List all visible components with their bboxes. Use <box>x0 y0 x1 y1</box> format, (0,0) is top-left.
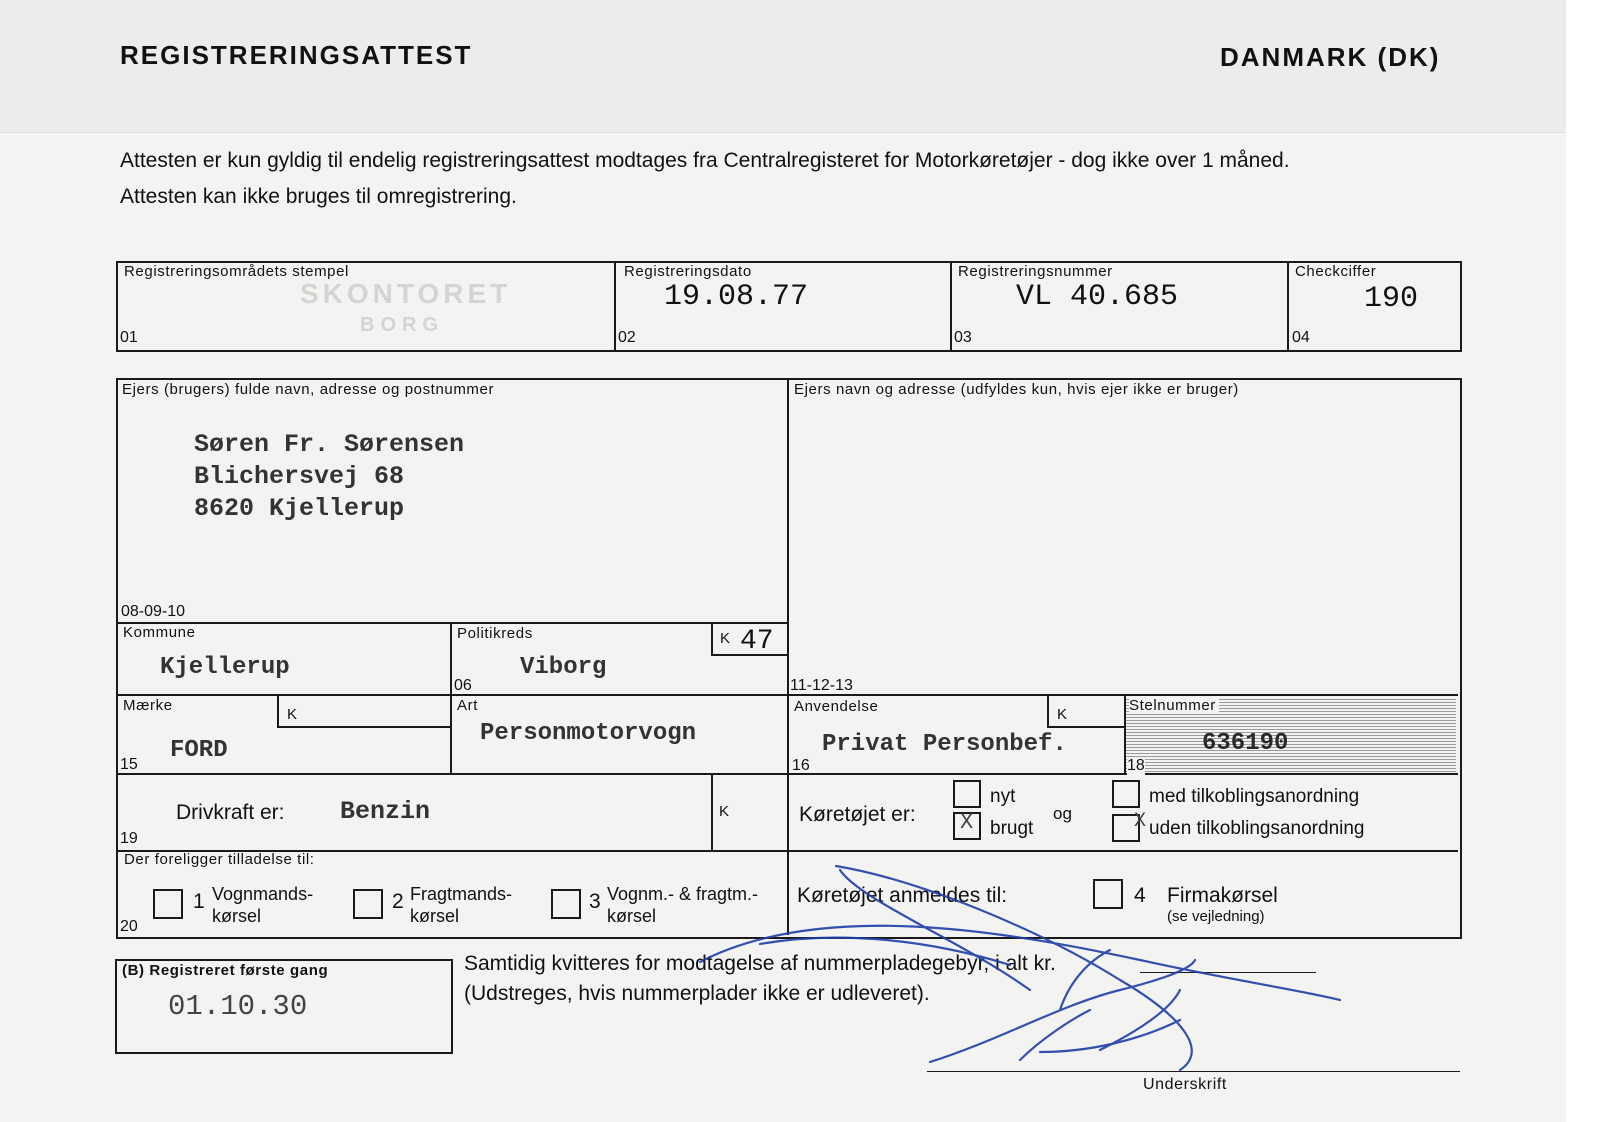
anvendelse-k-label: K <box>1057 706 1068 723</box>
anmeldes-option-number: 4 <box>1134 884 1146 907</box>
drivkraft-k-label: K <box>719 803 730 820</box>
registration-date-label: Registreringsdato <box>624 263 752 280</box>
registration-number-value: VL 40.685 <box>1016 280 1179 314</box>
politikreds-value: Viborg <box>520 654 607 681</box>
registration-date-value: 19.08.77 <box>664 280 809 314</box>
opt1-number: 1 <box>193 890 205 913</box>
med-tilkobling-label: med tilkoblingsanordning <box>1149 786 1360 807</box>
brugt-label: brugt <box>990 818 1034 839</box>
first-registration-value: 01.10.30 <box>168 990 308 1023</box>
first-registration-label: (B) Registreret første gang <box>122 962 329 979</box>
drivkraft-value: Benzin <box>340 797 431 826</box>
kvittering-line-2: (Udstreges, hvis nummerplader ikke er udleveret). <box>464 982 930 1005</box>
faint-stamp-line-1: SKONTORET <box>300 278 512 309</box>
owner-city: 8620 Kjellerup <box>194 494 405 523</box>
opt1-label-b: kørsel <box>212 906 261 926</box>
politikreds-k-label: K <box>720 630 731 647</box>
politikreds-k-value: 47 <box>740 626 774 657</box>
registration-number-label: Registreringsnummer <box>958 263 1113 280</box>
field-number-11-12-13: 11-12-13 <box>790 677 853 694</box>
tilladelse-label: Der foreligger tilladelse til: <box>124 851 315 868</box>
anmeldes-label: Køretøjet anmeldes til: <box>797 884 1008 907</box>
field-number-08-09-10: 08-09-10 <box>121 603 186 620</box>
opt3-number: 3 <box>589 890 601 913</box>
owner-name: Søren Fr. Sørensen <box>194 430 465 459</box>
kommune-value: Kjellerup <box>160 654 290 681</box>
field-number-01: 01 <box>120 329 138 346</box>
intro-line-2: Attesten kan ikke bruges til omregistrering. <box>120 185 517 208</box>
anvendelse-label: Anvendelse <box>794 698 879 715</box>
brugt-check-mark: X <box>960 810 974 835</box>
opt2-label-a: Fragtmands- <box>410 884 513 904</box>
kvittering-line-1: Samtidig kvitteres for modtagelse af nummerpladegebyr, i alt kr. <box>464 952 1056 975</box>
country-label: DANMARK (DK) <box>1220 42 1441 72</box>
vejledning-note: (se vejledning) <box>1167 908 1265 925</box>
opt2-number: 2 <box>392 890 404 913</box>
field-number-15: 15 <box>120 756 138 773</box>
stelnummer-label: Stelnummer <box>1129 697 1219 714</box>
opt3-label-b: kørsel <box>607 906 656 926</box>
uden-tilkobling-label: uden tilkoblingsanordning <box>1149 818 1365 839</box>
art-label: Art <box>457 697 478 714</box>
document-title: REGISTRERINGSATTEST <box>120 40 473 70</box>
drivkraft-label: Drivkraft er: <box>176 801 285 824</box>
uden-check-mark: X <box>1134 810 1147 833</box>
field-number-03: 03 <box>954 329 972 346</box>
opt2-label-b: kørsel <box>410 906 459 926</box>
field-number-19: 19 <box>120 830 138 847</box>
politikreds-label: Politikreds <box>457 625 533 642</box>
signature-label: Underskrift <box>1143 1076 1227 1093</box>
owner-label: Ejers (brugers) fulde navn, adresse og postnummer <box>122 381 495 398</box>
check-digit-label: Checkciffer <box>1295 263 1377 280</box>
stamp-area-label: Registreringsområdets stempel <box>124 263 349 280</box>
field-number-02: 02 <box>618 329 636 346</box>
opt1-label-a: Vognmands- <box>212 884 314 904</box>
koeretoej-label: Køretøjet er: <box>799 803 916 826</box>
field-number-06: 06 <box>454 677 472 694</box>
owner2-label: Ejers navn og adresse (udfyldes kun, hvis ejer ikke er bruger) <box>794 381 1239 398</box>
owner-street: Blichersvej 68 <box>194 462 405 491</box>
check-digit-value: 190 <box>1364 282 1419 316</box>
og-label: og <box>1053 804 1072 823</box>
nyt-label: nyt <box>990 786 1016 807</box>
field-number-18: 18 <box>1127 757 1145 774</box>
stelnummer-value: 636190 <box>1202 730 1289 757</box>
faint-stamp-line-2: BORG <box>360 314 444 336</box>
field-number-16: 16 <box>792 757 810 774</box>
anvendelse-value: Privat Personbef. <box>822 731 1067 758</box>
firmakoersel-label: Firmakørsel <box>1167 884 1278 907</box>
maerke-label: Mærke <box>123 697 173 714</box>
maerke-k-label: K <box>287 706 298 723</box>
field-number-04: 04 <box>1292 329 1310 346</box>
opt3-label-a: Vognm.- & fragtm.- <box>607 884 759 904</box>
kommune-label: Kommune <box>123 624 196 641</box>
maerke-value: FORD <box>170 737 228 764</box>
intro-line-1: Attesten er kun gyldig til endelig registreringsattest modtages fra Centralregisteret for Motorkøretøjer - dog ikke over 1 måned. <box>120 149 1290 172</box>
art-value: Personmotorvogn <box>480 720 697 747</box>
field-number-20: 20 <box>120 918 138 935</box>
